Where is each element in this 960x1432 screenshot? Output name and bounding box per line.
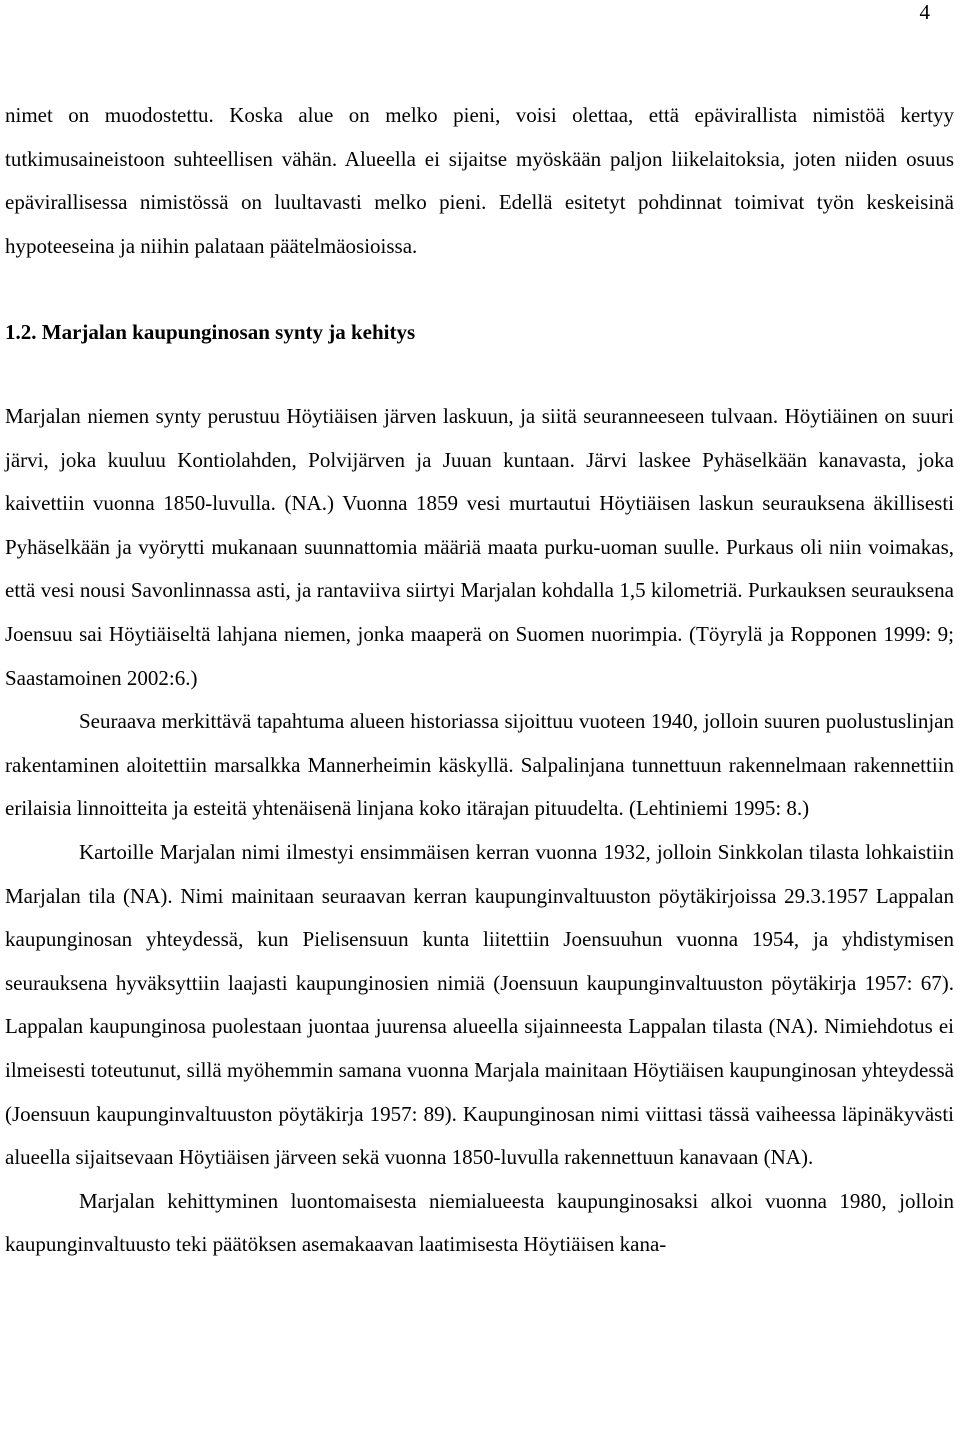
paragraph-4: Marjalan kehittyminen luontomaisesta niemialueesta kaupunginosaksi alkoi vuonna 1980, jolloin kaupunginvaltuusto teki päätöksen asemakaavan laatimisesta Höytiäisen kana- — [5, 1188, 954, 1257]
intro-paragraph: nimet on muodostettu. Koska alue on melko pieni, voisi olettaa, että epävirallista nimistöä kertyy tutkimusaineistoon suhteellisen vähän. Alueella ei sijaitse myöskään paljon liikelaitoksia, joten niiden osuus epävirallisessa nimistössä on luultavasti melko pieni. Edellä esitetyt pohdinnat toimivat työn keskeisinä hypoteeseina ja niihin palataan päätelmäosioissa. — [5, 103, 954, 258]
paragraph-1: Marjalan niemen synty perustuu Höytiäisen järven laskuun, ja siitä seuranneeseen tulvaan. Höytiäinen on suuri järvi, joka kuuluu Kontiolahden, Polvijärven ja Juuan kuntaan. Järvi laskee Pyhäselkään kanavasta, joka kaivettiin vuonna 1850-luvulla. (NA.) Vuonna 1859 vesi murtautui Höytiäisen laskun seurauksena äkillisesti Pyhäselkään ja vyörytti mukanaan suunnattomia määriä maata purku-uoman suulle. Purkaus oli niin voimakas, että vesi nousi Savonlinnassa asti, ja rantaviiva siirtyi Marjalan kohdalla 1,5 kilometriä. Purkauksen seurauksena Joensuu sai Höytiäiseltä lahjana niemen, jonka maaperä on Suomen nuorimpia. (Töyrylä ja Ropponen 1999: 9; Saastamoinen 2002:6.) — [5, 404, 954, 690]
paragraph-3: Kartoille Marjalan nimi ilmestyi ensimmäisen kerran vuonna 1932, jolloin Sinkkolan tilasta lohkaistiin Marjalan tila (NA). Nimi mainitaan seuraavan kerran kaupunginvaltuuston pöytäkirjoissa 29.3.1957 Lappalan kaupunginosan yhteydessä, kun Pielisensuun kunta liitettiin Joensuuhun vuonna 1954, ja yhdistymisen seurauksena hyväksyttiin laajasti kaupunginosien nimiä (Joensuun kaupunginvaltuuston pöytäkirja 1957: 67). Lappalan kaupunginosa puolestaan juontaa juurensa alueella sijainneesta Lappalan tilasta (NA). Nimiehdotus ei ilmeisesti toteutunut, sillä myöhemmin samana vuonna Marjala mainitaan Höytiäisen kaupunginosan yhteydessä (Joensuun kaupunginvaltuuston pöytäkirja 1957: 89). Kaupunginosan nimi viittasi tässä vaiheessa läpinäkyvästi alueella sijaitsevaan Höytiäisen järveen sekä vuonna 1850-luvulla rakennettuun kanavaan (NA). — [5, 839, 954, 1170]
paragraph-2: Seuraava merkittävä tapahtuma alueen historiassa sijoittuu vuoteen 1940, jolloin suuren puolustuslinjan rakentaminen aloitettiin marsalkka Mannerheimin käskyllä. Salpalinjana tunnettuun rakennelmaan rakennettiin erilaisia linnoitteita ja esteitä yhtenäisenä linjana koko itärajan pituudelta. (Lehtiniemi 1995: 8.) — [5, 709, 954, 821]
section-body — [5, 395, 954, 1267]
intro-section — [5, 94, 954, 268]
page-number: 4 — [919, 0, 930, 24]
section-heading: 1.2. Marjalan kaupunginosan synty ja kehitys — [5, 320, 416, 344]
